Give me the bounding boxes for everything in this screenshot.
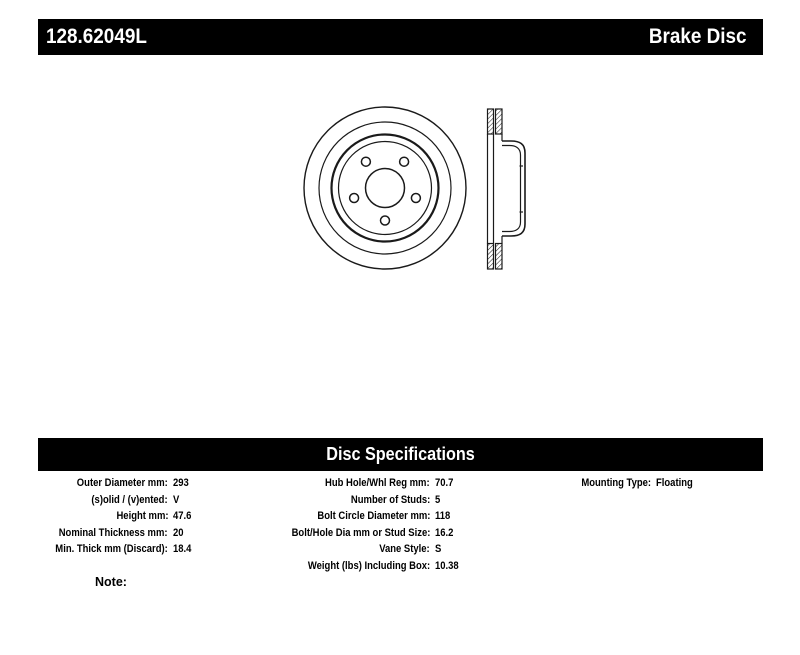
stud-hole [381,216,390,225]
spec-label: Outer Diameter mm: [77,477,168,489]
spec-row-mounting-type [540,477,699,494]
spec-value: S [435,543,442,555]
spec-label: Bolt Circle Diameter mm: [316,510,430,522]
section-hatch [488,244,494,270]
note-label: Note: [95,575,127,589]
spec-value: 293 [173,477,189,489]
spec-row-outer-diameter [38,477,194,494]
spec-section-bar [38,438,763,471]
brake-disc-side-view [488,109,526,269]
spec-value: 70.7 [435,477,454,489]
hat-outer-circle [332,135,439,242]
hat-profile-outer [502,141,525,236]
spec-column-left [38,477,194,560]
hat-profile-inner [502,146,521,232]
spec-value: 47.6 [173,510,192,522]
friction-band-inner-circle [319,122,451,254]
spec-label: Bolt/Hole Dia mm or Stud Size: [291,526,430,539]
spec-label: Nominal Thickness mm: [59,526,168,539]
spec-label: Min. Thick mm (Discard): [55,543,168,555]
spec-row-nominal-thickness [38,527,194,544]
hat-face-circle [339,142,432,235]
spec-value: 16.2 [435,526,454,539]
spec-value: Floating [656,477,693,489]
spec-label: (s)olid / (v)ented: [91,493,168,506]
spec-label: Mounting Type: [581,477,651,489]
spec-label: Vane Style: [379,543,430,555]
spec-row-vane-style [280,543,463,560]
spec-section-title: Disc Specifications [326,444,475,464]
spec-row-weight [280,560,463,577]
spec-row-hub-hole [280,477,463,494]
stud-hole [350,194,359,203]
spec-row-bolt-circle-diameter [280,510,463,527]
spec-value: 118 [435,510,451,522]
spec-label: Number of Studs: [350,493,430,506]
header-bar [38,19,763,55]
disc-outer-edge-circle [304,107,466,269]
part-number: 128.62049L [46,25,147,48]
spec-row-height [38,510,194,527]
spec-column-right [540,477,699,494]
spec-value: 20 [173,526,184,539]
center-hole [366,169,405,208]
section-hatch [488,109,494,134]
section-hatch [496,109,503,134]
stud-hole [411,194,420,203]
spec-column-middle [280,477,463,576]
spec-label: Hub Hole/Whl Reg mm: [325,477,430,489]
spec-value: 10.38 [435,559,459,572]
spec-value: 5 [435,493,441,506]
brake-disc-front-view [304,107,466,269]
spec-row-number-of-studs [280,494,463,511]
spec-row-solid-vented [38,494,194,511]
spec-value: V [173,493,180,506]
section-hatch [496,244,503,270]
stud-hole [400,157,409,166]
spec-row-bolt-hole-dia [280,527,463,544]
product-name: Brake Disc [649,25,747,48]
spec-value: 18.4 [173,543,192,555]
stud-hole [361,157,370,166]
spec-row-min-thickness [38,543,194,560]
spec-label: Weight (lbs) Including Box: [307,559,430,572]
spec-label: Height mm: [115,510,168,522]
